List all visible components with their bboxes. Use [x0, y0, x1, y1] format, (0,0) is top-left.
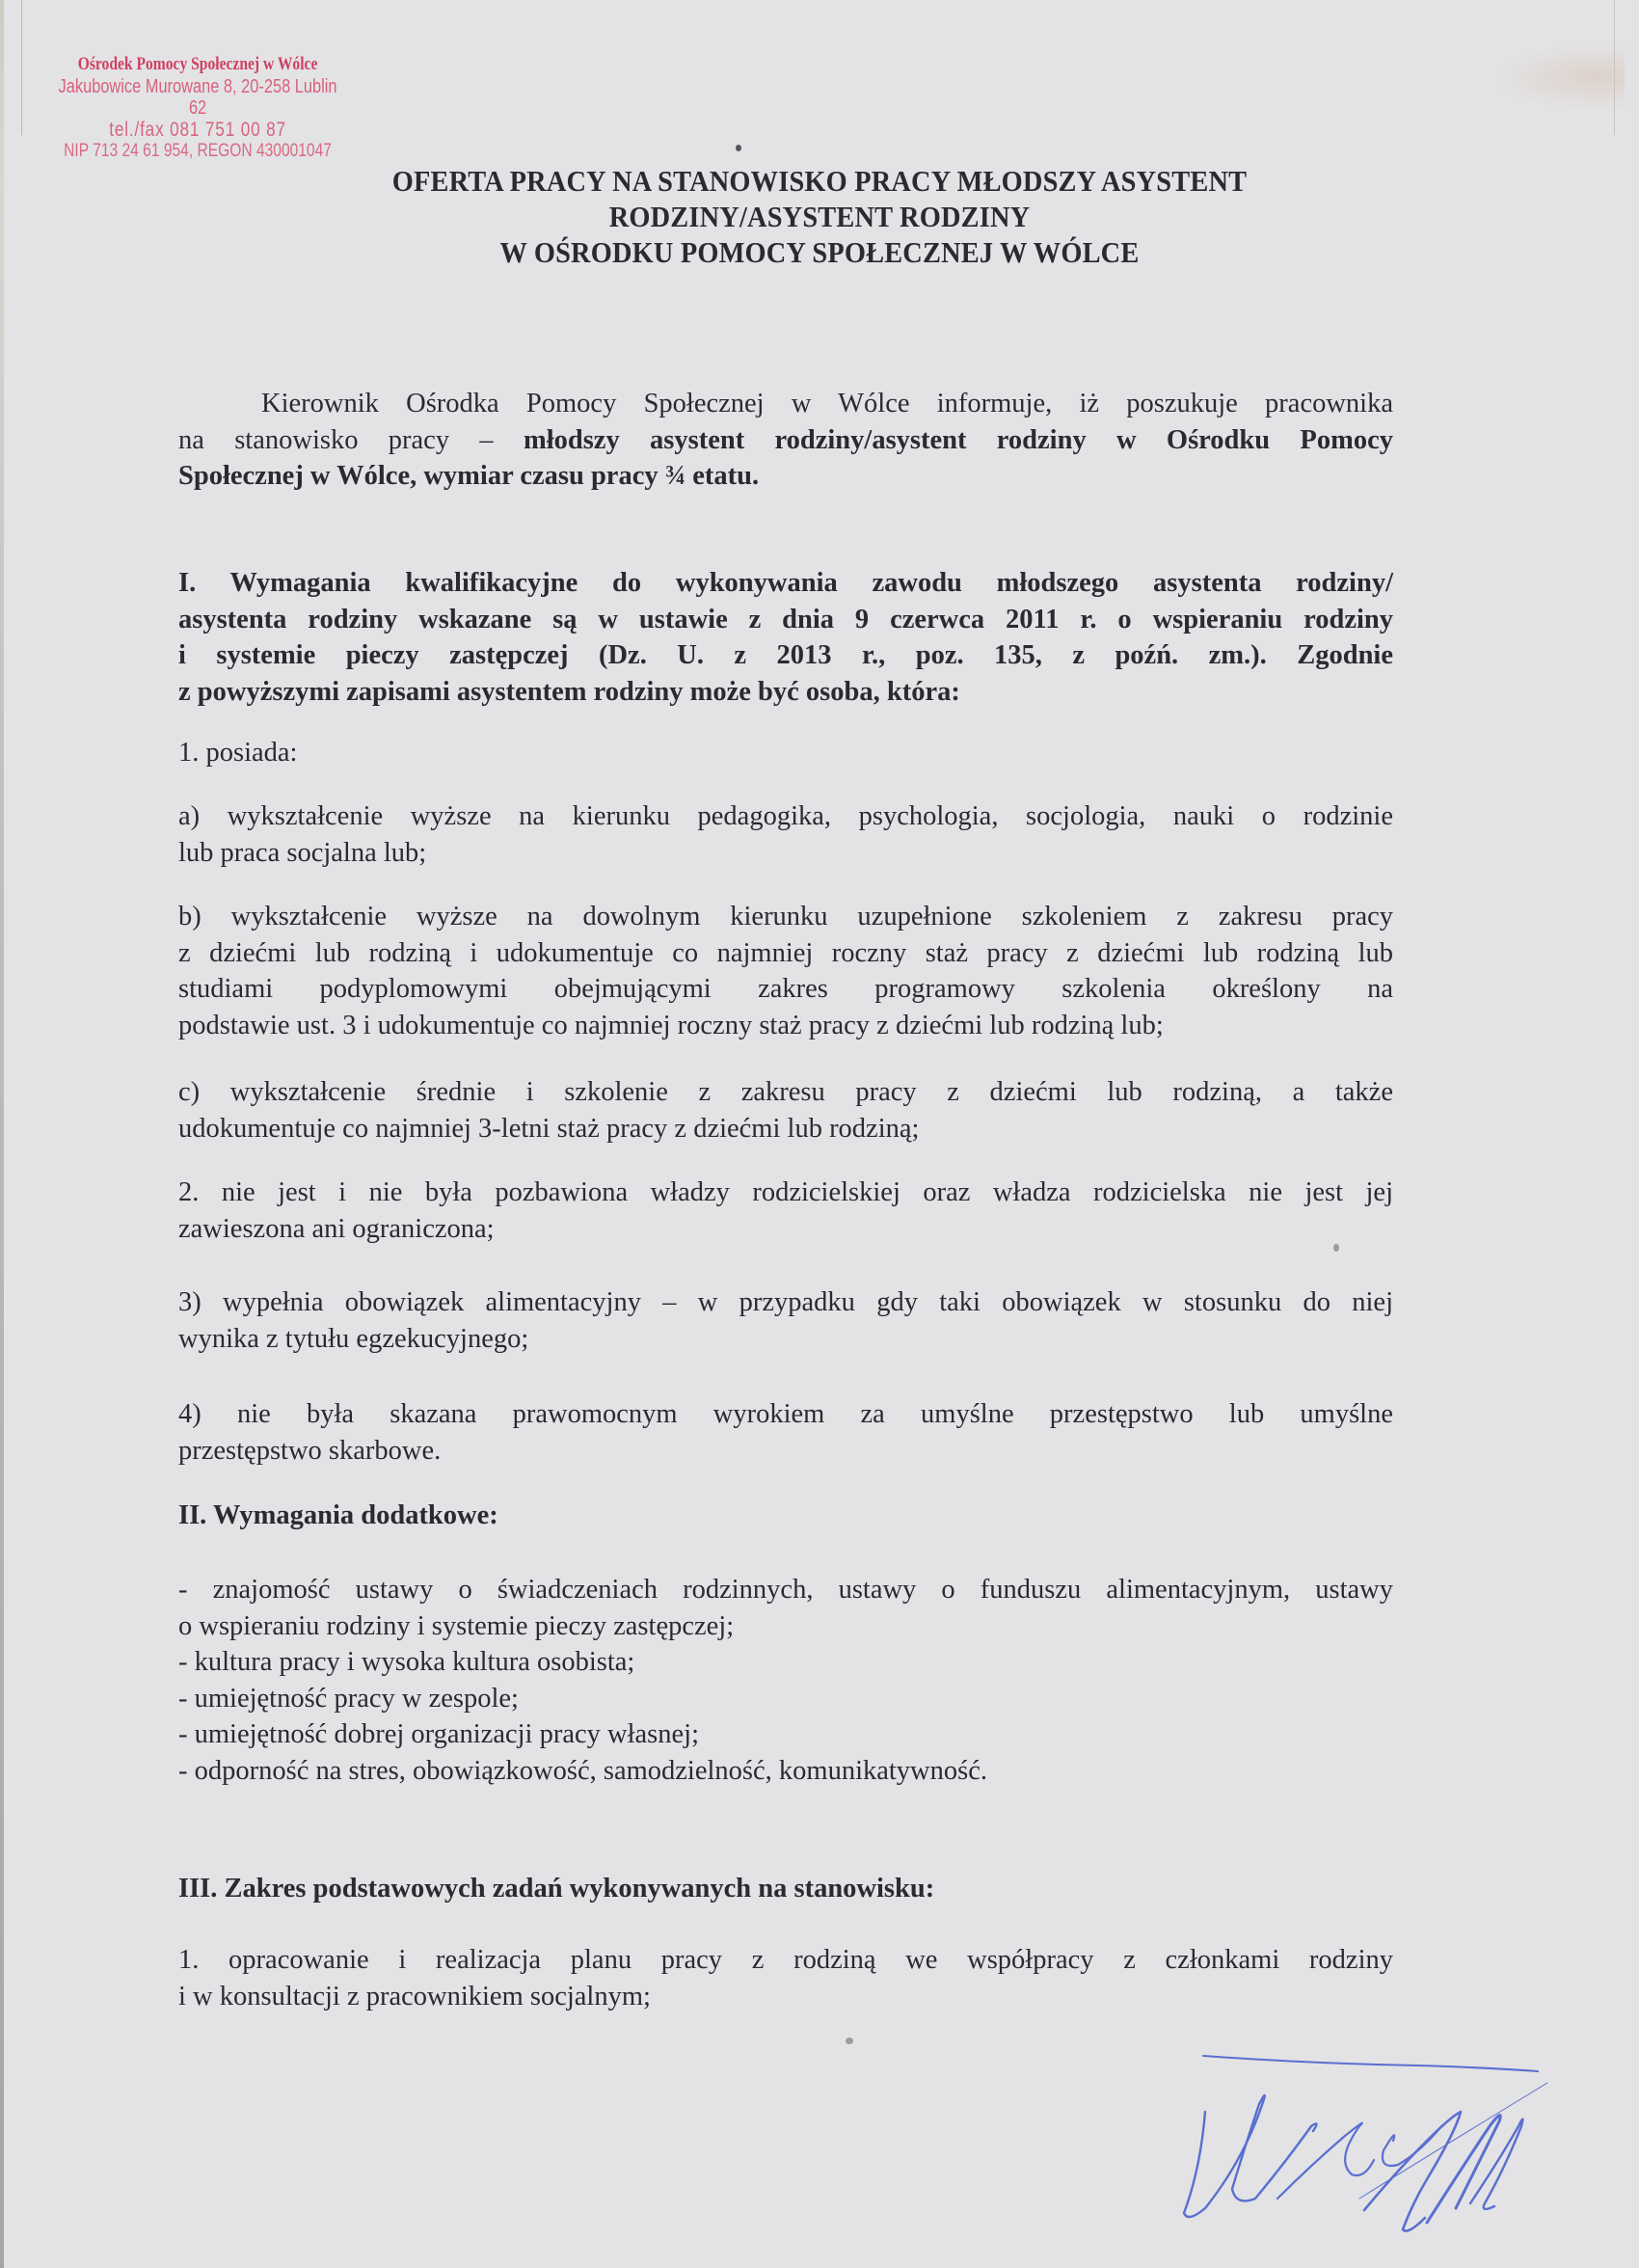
- requirement-line: c) wykształcenie średnie i szkolenie z zakresu pracy z dziećmi lub rodziną, a także: [178, 1077, 1393, 1107]
- heading-line: z powyższymi zapisami asystentem rodziny może być osoba, która:: [178, 676, 960, 707]
- requirement-line: 1. posiada:: [178, 738, 298, 768]
- section-2-heading: [178, 1498, 1393, 1534]
- intro-paragraph: [178, 386, 1393, 495]
- task-1: [178, 1942, 1393, 2014]
- requirement-1a: [178, 798, 1393, 871]
- requirement-line: wynika z tytułu egzekucyjnego;: [178, 1323, 529, 1354]
- list-item: - kultura pracy i wysoka kultura osobista;: [178, 1647, 635, 1677]
- stamp-address: Jakubowice Murowane 8, 20-258 Lublin 62: [58, 75, 337, 119]
- heading-line: II. Wymagania dodatkowe:: [178, 1500, 498, 1530]
- task-line: i w konsultacji z pracownikiem socjalnym;: [178, 1981, 651, 2012]
- list-item: - znajomość ustawy o świadczeniach rodzinnych, ustawy o funduszu alimentacyjnym, ustawy: [178, 1575, 1393, 1605]
- requirement-line: a) wykształcenie wyższe na kierunku pedagogika, psychologia, socjologia, nauki o rodzinie: [178, 801, 1393, 831]
- requirement-1c: [178, 1074, 1393, 1147]
- requirement-line: udokumentuje co najmniej 3-letni staż pracy z dziećmi lub rodziną;: [178, 1113, 920, 1144]
- requirement-line: 4) nie była skazana prawomocnym wyrokiem za umyślne przestępstwo lub umyślne: [178, 1399, 1393, 1429]
- intro-line: [178, 422, 1393, 459]
- heading-line: i systemie pieczy zastępczej (Dz. U. z 2013 r., poz. 135, z poźń. zm.). Zgodnie: [178, 640, 1393, 670]
- requirement-1: [178, 735, 1393, 771]
- list-item: o wspieraniu rodziny i systemie pieczy zastępczej;: [178, 1610, 735, 1641]
- requirement-line: przestępstwo skarbowe.: [178, 1435, 442, 1466]
- requirement-line: studiami podyplomowymi obejmującymi zakres programowy szkolenia określony na: [178, 974, 1393, 1004]
- heading-line: I. Wymagania kwalifikacyjne do wykonywania zawodu młodszego asystenta rodziny/: [178, 568, 1393, 598]
- heading-line: III. Zakres podstawowych zadań wykonywanych na stanowisku:: [178, 1874, 935, 1904]
- scan-speck: [846, 2038, 853, 2044]
- task-line: 1. opracowanie i realizacja planu pracy z rodziną we współpracy z członkami rodziny: [178, 1945, 1393, 1975]
- section-1-heading: [178, 565, 1393, 710]
- requirement-line: 2. nie jest i nie była pozbawiona władzy rodzicielskiej oraz władza rodzicielska nie jest jej: [178, 1177, 1393, 1207]
- requirement-2: [178, 1174, 1393, 1247]
- signature-stroke: [1184, 2095, 1317, 2217]
- scan-speck: [736, 145, 741, 151]
- job-position-text: Społecznej w Wólce, wymiar czasu pracy ¾ etatu.: [178, 461, 760, 491]
- requirement-4: [178, 1396, 1393, 1469]
- stamp-institution-name: Ośrodek Pomocy Społecznej w Wólce: [77, 54, 318, 74]
- list-item: - umiejętność dobrej organizacji pracy własnej;: [178, 1719, 699, 1749]
- stamp-tax-ids: NIP 713 24 61 954, REGON 430001047: [64, 141, 332, 161]
- stamp-phone: tel./fax 081 751 00 87: [109, 118, 286, 141]
- scan-edge-left: [0, 0, 4, 2268]
- scan-smudge: [1490, 43, 1625, 111]
- title-line: W OŚRODKU POMOCY SPOŁECZNEJ W WÓLCE: [499, 236, 1140, 269]
- requirement-line: z dziećmi lub rodziną i udokumentuje co najmniej roczny staż pracy z dziećmi lub rodziną lub: [178, 937, 1393, 968]
- institution-stamp: [53, 54, 342, 163]
- intro-line: Kierownik Ośrodka Pomocy Społecznej w Wólce informuje, iż poszukuje pracownika: [261, 389, 1393, 418]
- signature-stroke: [1364, 2112, 1461, 2231]
- list-item: - umiejętność pracy w zespole;: [178, 1683, 519, 1714]
- section-3-heading: [178, 1871, 1393, 1907]
- document-title: [58, 164, 1582, 271]
- scan-edge-mark: [21, 0, 22, 135]
- requirement-3: [178, 1284, 1393, 1357]
- title-line: RODZINY/ASYSTENT RODZINY: [608, 201, 1031, 233]
- signature-stroke: [1277, 2123, 1374, 2199]
- requirement-line: podstawie ust. 3 i udokumentuje co najmniej roczny staż pracy z dziećmi lub rodziną lub;: [178, 1010, 1164, 1040]
- signature-stroke: [1383, 2126, 1441, 2166]
- additional-requirements-list: [178, 1572, 1393, 1789]
- handwritten-signature: [1167, 2044, 1572, 2247]
- requirement-1b: [178, 899, 1393, 1043]
- title-line: OFERTA PRACY NA STANOWISKO PRACY MŁODSZY ASYSTENT: [391, 165, 1248, 198]
- list-item: - odporność na stres, obowiązkowość, samodzielność, komunikatywność.: [178, 1755, 987, 1786]
- intro-plain-text: na stanowisko pracy –: [178, 424, 524, 455]
- requirement-line: lub praca socjalna lub;: [178, 837, 427, 868]
- signature-line: [1203, 2056, 1538, 2071]
- job-position-text: młodszy asystent rodziny/asystent rodziny w Ośrodku Pomocy: [523, 424, 1393, 455]
- heading-line: asystenta rodziny wskazane są w ustawie z dnia 9 czerwca 2011 r. o wspieraniu rodziny: [178, 604, 1393, 634]
- requirement-line: b) wykształcenie wyższe na dowolnym kierunku uzupełnione szkoleniem z zakresu pracy: [178, 902, 1393, 932]
- requirement-line: 3) wypełnia obowiązek alimentacyjny – w przypadku gdy taki obowiązek w stosunku do niej: [178, 1287, 1393, 1317]
- requirement-line: zawieszona ani ograniczona;: [178, 1213, 495, 1244]
